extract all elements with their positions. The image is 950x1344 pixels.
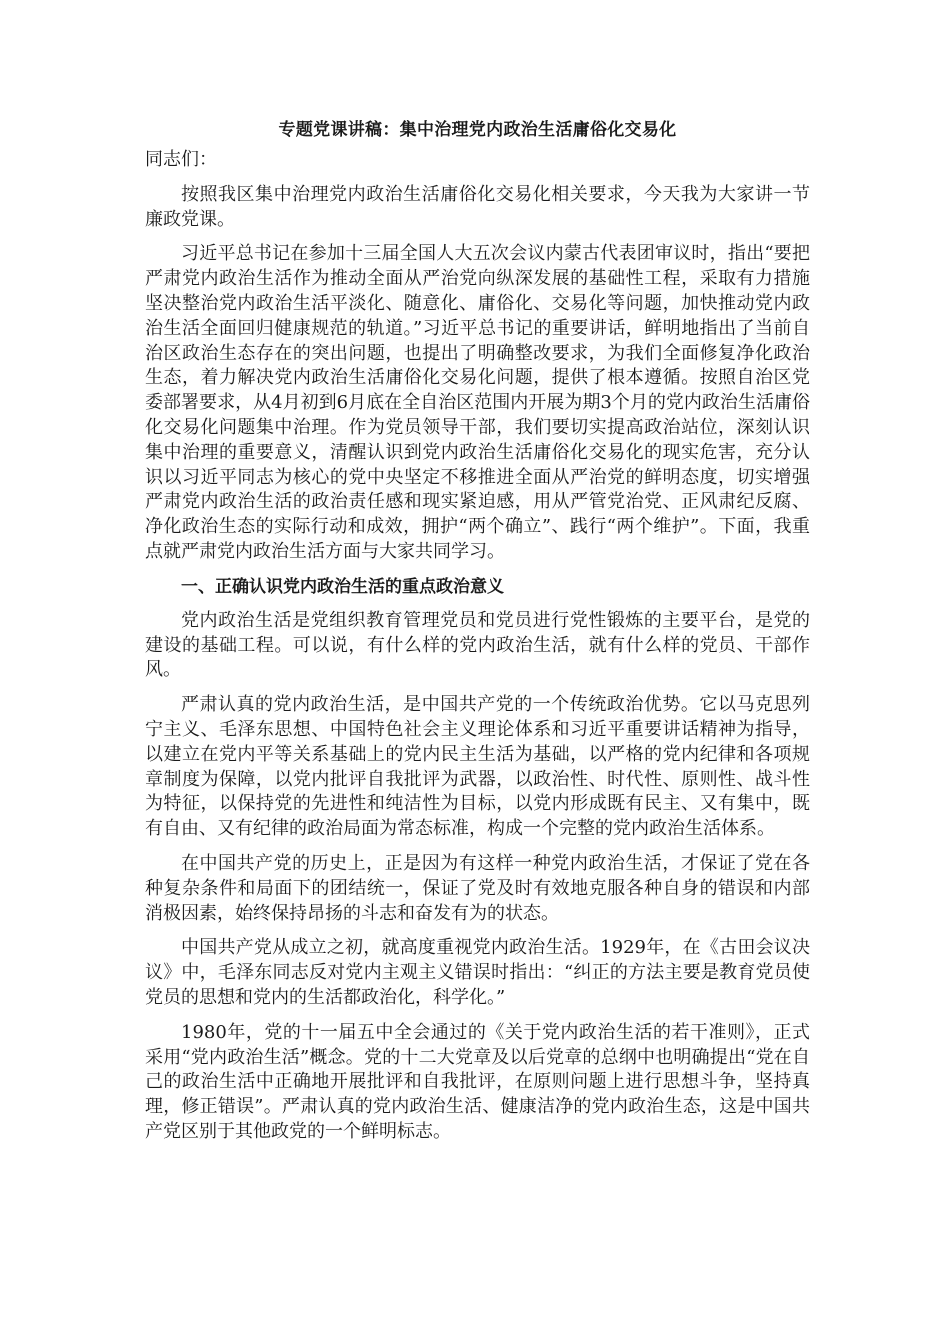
paragraph-intro: 按照我区集中治理党内政治生活庸俗化交易化相关要求，今天我为大家讲一节廉政党课。 [145, 183, 810, 230]
paragraph-section-1: 党内政治生活是党组织教育管理党员和党员进行党性锻炼的主要平台，是党的建设的基础工程。可以说，有什么样的党内政治生活，就有什么样的党员、干部作风。 [145, 609, 810, 681]
paragraph-section-3: 在中国共产党的历史上，正是因为有这样一种党内政治生活，才保证了党在各种复杂条件和局面下的团结统一，保证了党及时有效地克服各种自身的错误和内部消极因素，始终保持昂扬的斗志和奋发有为的状态。 [145, 852, 810, 924]
salutation: 同志们： [145, 149, 217, 170]
section-heading: 一、正确认识党内政治生活的重点政治意义 [181, 576, 504, 597]
paragraph-section-2: 严肃认真的党内政治生活，是中国共产党的一个传统政治优势。它以马克思列宁主义、毛泽东思想、中国特色社会主义理论体系和习近平重要讲话精神为指导，以建立在党内平等关系基础上的党内民主生活为基础，以严格的党内纪律和各项规章制度为保障，以党内批评自我批评为武器，以政治性、时代性、原则性、战斗性为特征，以保持党的先进性和纯洁性为目标，以党内形成既有民主、又有集中，既有自由、又有纪律的政治局面为常态标准，构成一个完整的党内政治生活体系。 [145, 694, 810, 840]
paragraph-background: 习近平总书记在参加十三届全国人大五次会议内蒙古代表团审议时，指出“要把严肃党内政治生活作为推动全面从严治党向纵深发展的基础性工程，采取有力措施坚决整治党内政治生活平淡化、随意化、庸俗化、交易化等问题，加快推动党内政治生活全面回归健康规范的轨道。”习近平总书记的重要讲话，鲜明地指出了当前自治区政治生态存在的突出问题，也提出了明确整改要求，为我们全面修复净化政治生态，着力解决党内政治生活庸俗化交易化问题，提供了根本遵循。按照自治区党委部署要求，从4月初到6月底在全自治区范围内开展为期3个月的党内政治生活庸俗化交易化问题集中治理。作为党员领导干部，我们要切实提高政治站位，深刻认识集中治理的重要意义，清醒认识到党内政治生活庸俗化交易化的现实危害，充分认识以习近平同志为核心的党中央坚定不移推进全面从严治党的鲜明态度，切实增强严肃党内政治生活的政治责任感和现实紧迫感，用从严管党治党、正风肃纪反腐、净化政治生态的实际行动和成效，拥护“两个确立”、践行“两个维护”。下面，我重点就严肃党内政治生活方面与大家共同学习。 [145, 243, 810, 562]
document-body [145, 114, 810, 1155]
paragraph-section-5: 1980年，党的十一届五中全会通过的《关于党内政治生活的若干准则》，正式采用“党内政治生活”概念。党的十二大党章及以后党章的总纲中也明确提出“党在自己的政治生活中正确地开展批评和自我批评，在原则问题上进行思想斗争，坚持真理，修正错误”。严肃认真的党内政治生活、健康洁净的党内政治生态，这是中国共产党区别于其他政党的一个鲜明标志。 [145, 1021, 810, 1142]
document-title: 专题党课讲稿：集中治理党内政治生活庸俗化交易化 [278, 120, 677, 140]
paragraph-section-4: 中国共产党从成立之初，就高度重视党内政治生活。1929年，在《古田会议决议》中，毛泽东同志反对党内主观主义错误时指出：“纠正的方法主要是教育党员使党员的思想和党内的生活都政治化，科学化。” [145, 937, 810, 1008]
